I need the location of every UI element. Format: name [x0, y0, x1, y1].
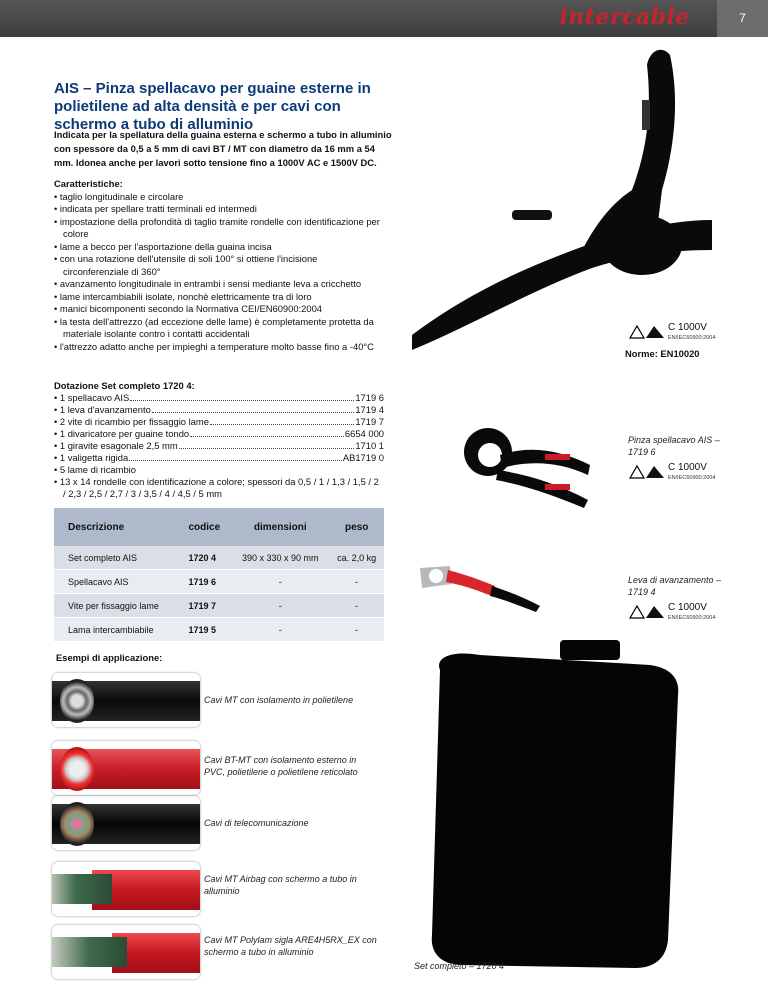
case-image [410, 640, 695, 975]
header-bar [0, 0, 768, 37]
kit-item: • 1 giravite esagonale 2,5 mm 1710 1 [54, 440, 384, 451]
kit-item: • 1 spellacavo AIS 1719 6 [54, 392, 384, 403]
norme-label: Norme: EN10020 [625, 348, 700, 359]
brand-logo: intercable [559, 4, 690, 30]
feature-item: • con una rotazione dell'utensile di soli 100° si ottiene l'incisione circonferenziale di 360° [54, 253, 318, 277]
table-row: Lama intercambiabile 1719 5 - - [54, 618, 384, 642]
kit-heading: Dotazione Set completo 1720 4: [54, 380, 195, 391]
page-title: AIS – Pinza spellacavo per guaine esterne in polietilene ad alta densità e per cavi con schermo a tubo di alluminio [54, 80, 371, 133]
pinza-image [450, 420, 600, 510]
kit-item: • 13 x 14 rondelle con identificazione a colore; spessori da 0,5 / 1 / 1,3 / 1,5 / 2 / 2,3 / 2,5 / 2,7 / 3 / 3,5 / 4 / 4,5 / 5 mm [54, 476, 379, 499]
features-heading: Caratteristiche: [54, 178, 123, 189]
pinza-caption: Pinza spellacavo AIS – 1719 6 [628, 435, 720, 457]
col-header: peso [329, 508, 384, 546]
kit-item: • 5 lame di ricambio [54, 464, 136, 475]
certification-badge: C 1000V EN/IEC60900:2004 [628, 602, 748, 624]
table-row: Vite per fissaggio lame 1719 7 - - [54, 594, 384, 618]
feature-item: • l'attrezzo adatto anche per impieghi a temperature molto basse fino a -40°C [54, 340, 374, 352]
feature-item: • impostazione della profondità di taglio tramite rondelle con identificazione per colore [54, 215, 380, 239]
leva-caption: Leva di avanzamento – 1719 4 [628, 575, 722, 597]
feature-item: • avanzamento longitudinale in entrambi i sensi mediante leva a cricchetto [54, 278, 362, 289]
application-caption: Cavi di telecomunicazione [204, 818, 309, 828]
application-caption: Cavi MT Polylam sigla ARE4H5RX_EX con schermo a tubo in alluminio [204, 935, 377, 957]
feature-item: • manici bicomponenti secondo la Normativa CEI/EN60900:2004 [54, 303, 323, 314]
set-caption: Set completo – 1720 4 [414, 961, 505, 971]
table-row: Spellacavo AIS 1719 6 - - [54, 570, 384, 594]
feature-item: • la testa dell'attrezzo (ad eccezione delle lame) è completamente protetta da materiale isolante contro i contatti accidentali [54, 315, 374, 339]
cable-sample-image [52, 741, 200, 795]
certification-badge: C 1000V EN/IEC60900:2004 [628, 462, 748, 484]
feature-item: • lame a becco per l'asportazione della guaina incisa [54, 240, 272, 252]
leva-image [410, 558, 545, 613]
kit-item: • 1 divaricatore per guaine tondo 6654 000 [54, 428, 384, 439]
col-header: Descrizione [54, 508, 180, 546]
application-caption: Cavi MT Airbag con schermo a tubo in alluminio [204, 874, 357, 896]
product-table [54, 508, 384, 642]
kit-item: • 1 valigetta rigida AB1719 0 [54, 452, 384, 463]
kit-section [54, 380, 384, 500]
cable-sample-image [52, 673, 200, 727]
cable-sample-image [52, 925, 200, 979]
features-section [54, 178, 384, 353]
application-caption: Cavi BT-MT con isolamento esterno in PVC, polietilene o polietilene reticolato [204, 755, 358, 777]
col-header: dimensioni [231, 508, 329, 546]
feature-item: • indicata per spellare tratti terminali ed intermedi [54, 203, 257, 214]
intro-text: Indicata per la spellatura della guaina esterna e schermo a tubo in alluminio con spessore da 0,5 a 5 mm di cavi BT / MT con diametro da 16 mm a 54 mm. Idonea anche per lavori sotto tensione fino a 1000V AC e 1500V DC. [54, 129, 392, 168]
applications-heading: Esempi di applicazione: [56, 652, 163, 663]
feature-item: • lame intercambiabili isolate, nonchè elettricamente tra di loro [54, 290, 312, 302]
certification-badge: C 1000V EN/IEC60900:2004 [628, 322, 748, 344]
page-number: 7 [717, 0, 768, 37]
kit-item: • 2 vite di ricambio per fissaggio lame 1719 7 [54, 416, 384, 427]
table-row: Set completo AIS 1720 4 390 x 330 x 90 mm ca. 2,0 kg [54, 546, 384, 570]
stripper-tool-image [412, 40, 712, 350]
cable-sample-image [52, 796, 200, 850]
application-caption: Cavi MT con isolamento in polietilene [204, 695, 354, 705]
cable-sample-image [52, 862, 200, 916]
col-header: codice [180, 508, 231, 546]
feature-item: • taglio longitudinale e circolare [54, 190, 184, 202]
kit-item: • 1 leva d'avanzamento 1719 4 [54, 404, 384, 415]
